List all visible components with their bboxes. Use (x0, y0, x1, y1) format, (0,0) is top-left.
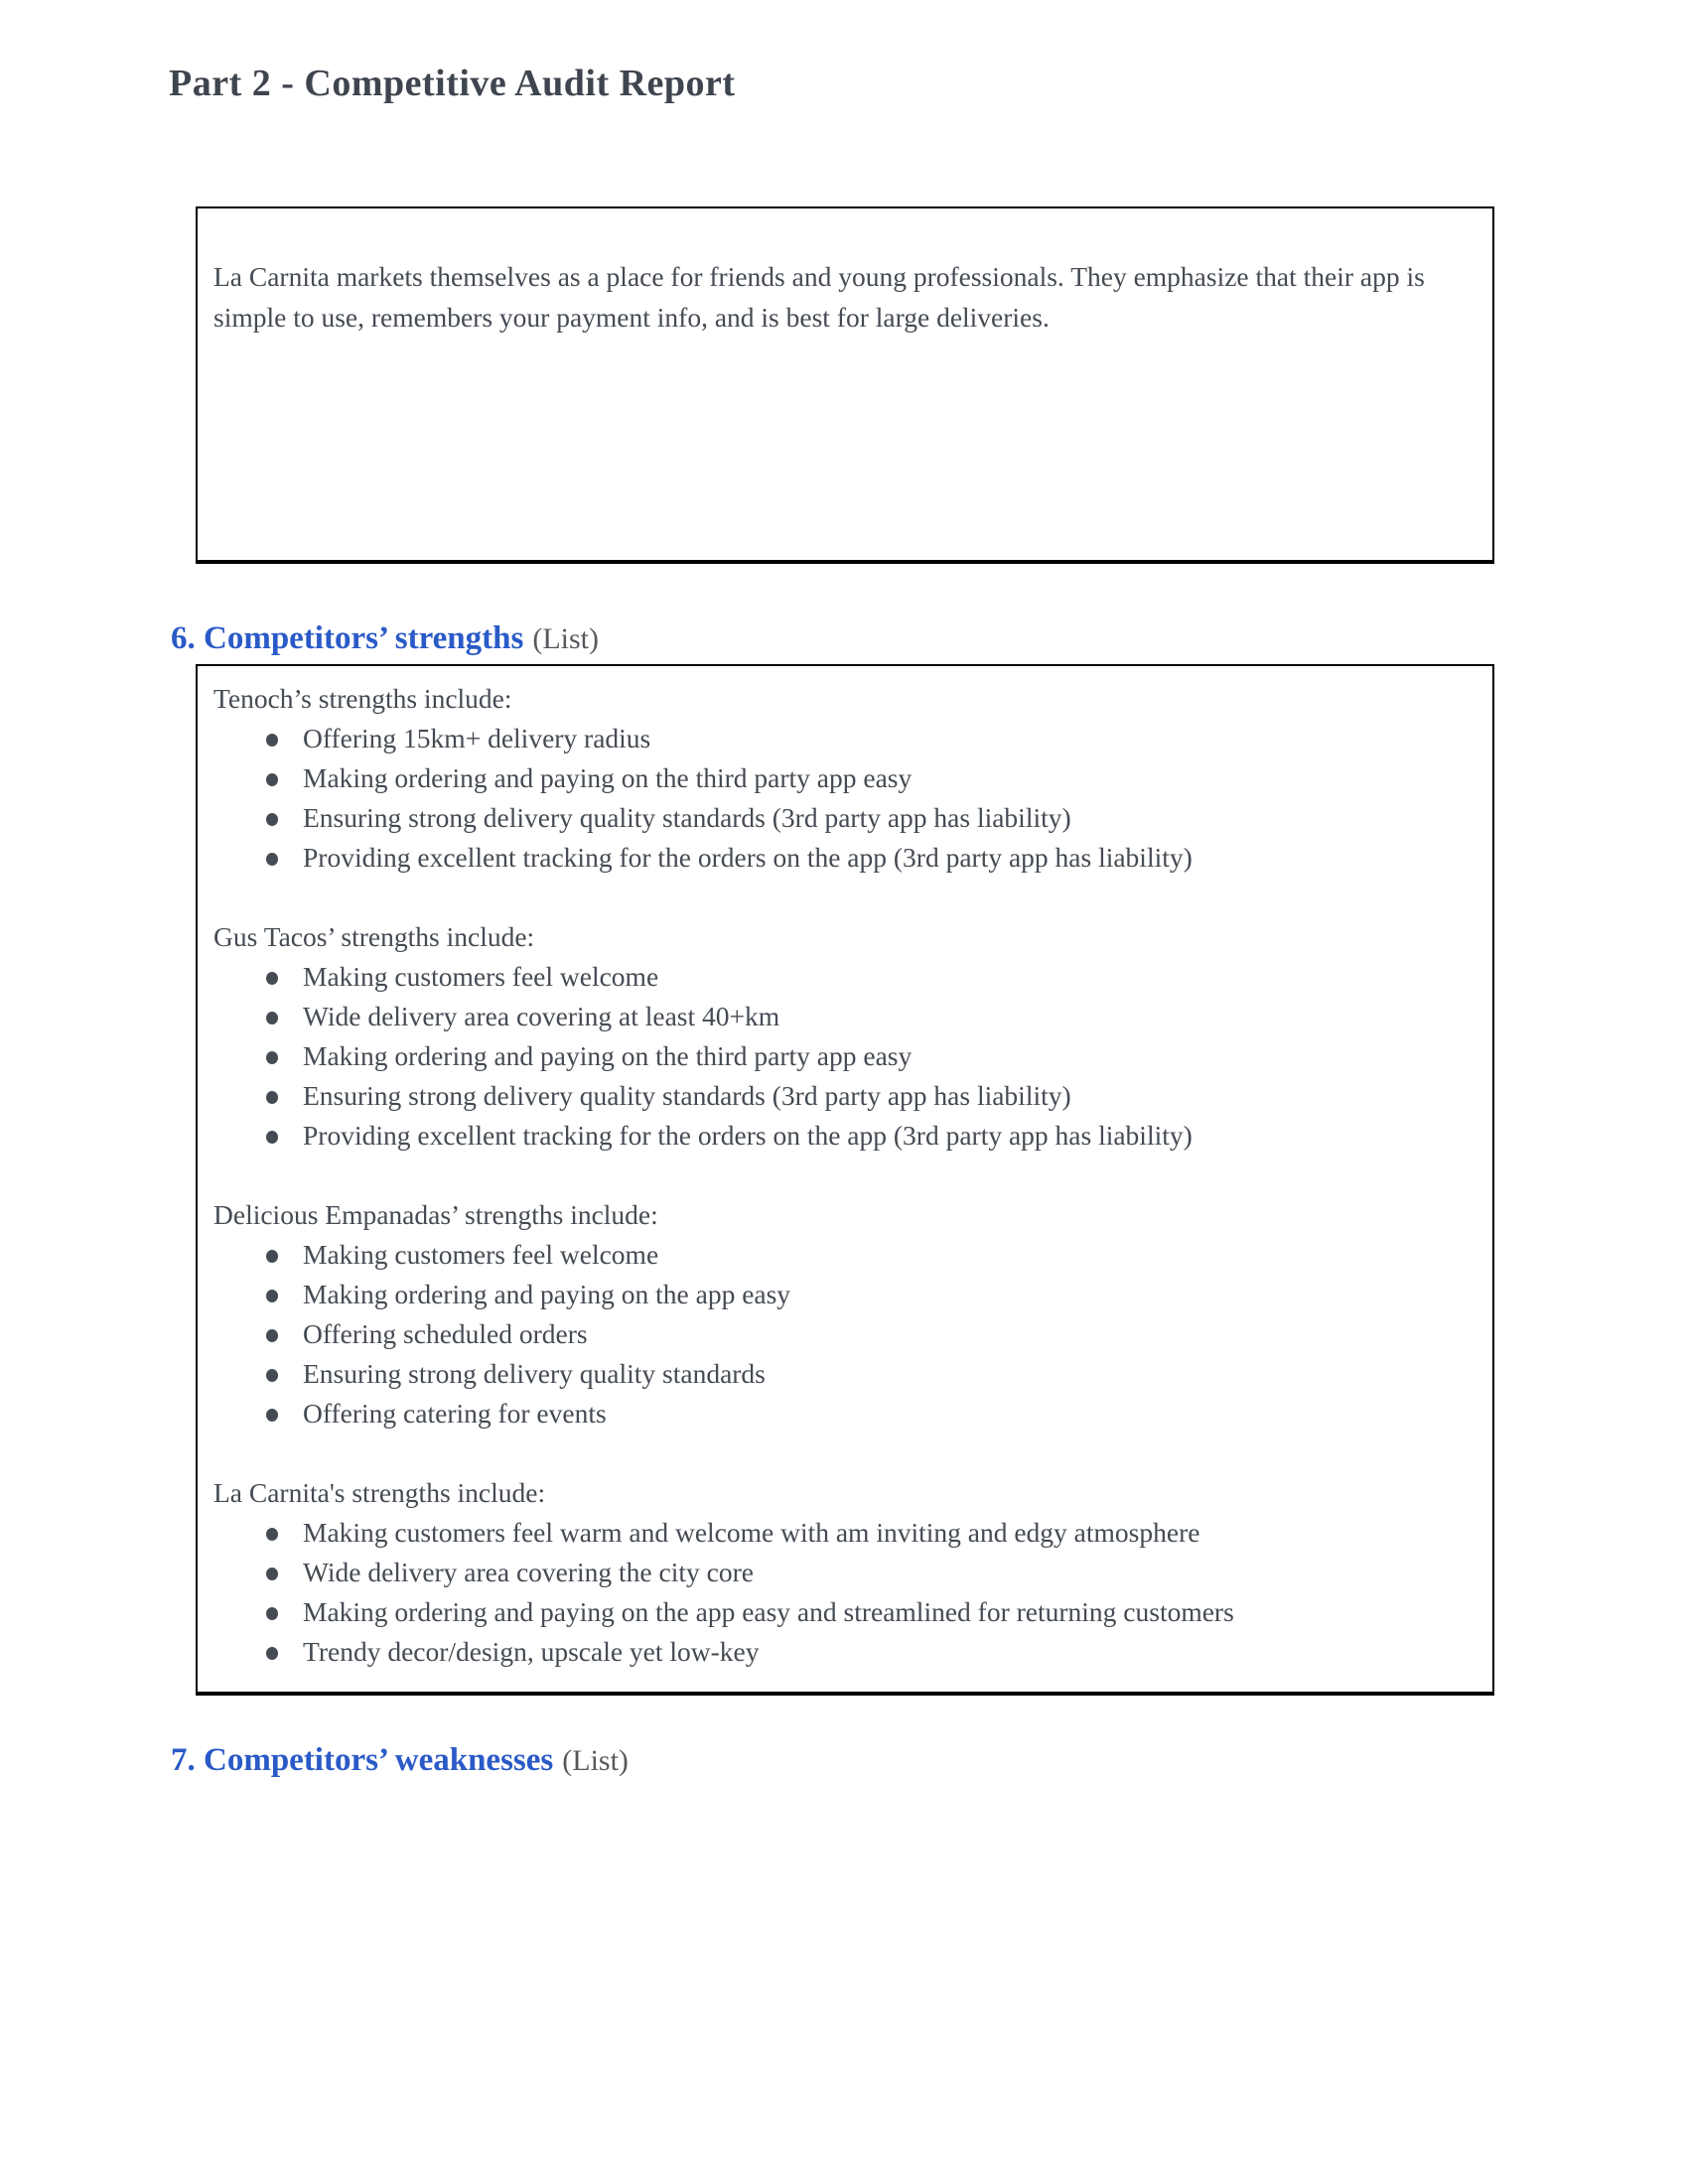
list-item-text: Ensuring strong delivery quality standards (303, 1358, 766, 1389)
list-item-text: Wide delivery area covering the city core (303, 1557, 754, 1587)
strengths-group (213, 679, 1473, 878)
list-item (213, 1354, 1473, 1394)
section-7-suffix: (List) (562, 1744, 629, 1777)
group-heading: Gus Tacos’ strengths include: (213, 921, 535, 952)
list-item (213, 1314, 1473, 1354)
list-item-text: Making customers feel welcome (303, 1239, 659, 1270)
bullet-icon (266, 1012, 278, 1024)
group-heading: La Carnita's strengths include: (213, 1477, 546, 1508)
list-item (213, 997, 1473, 1036)
strengths-box (196, 664, 1494, 1696)
list-item-text: Making ordering and paying on the third party app easy (303, 762, 913, 793)
bullet-icon (266, 1568, 278, 1580)
list-item-text: Ensuring strong delivery quality standards (3rd party app has liability) (303, 1080, 1071, 1111)
bullet-list (213, 957, 1473, 1156)
page-title: Part 2 - Competitive Audit Report (169, 63, 736, 104)
list-item (213, 1553, 1473, 1592)
bullet-icon (266, 1369, 278, 1382)
list-item-text: Offering catering for events (303, 1398, 607, 1429)
list-item (213, 1592, 1473, 1632)
bullet-list (213, 1235, 1473, 1433)
list-item (213, 1513, 1473, 1553)
bullet-list (213, 719, 1473, 878)
list-item (213, 1116, 1473, 1156)
bullet-icon (266, 813, 278, 826)
section-heading-competitors-strengths (171, 619, 599, 659)
list-item (213, 1394, 1473, 1433)
group-heading: Delicious Empanadas’ strengths include: (213, 1199, 658, 1230)
bullet-icon (266, 853, 278, 866)
list-item-text: Making ordering and paying on the app easy and streamlined for returning customers (303, 1596, 1234, 1627)
list-item-text: Offering scheduled orders (303, 1318, 588, 1349)
list-item-text: Offering 15km+ delivery radius (303, 723, 651, 753)
bullet-icon (266, 1051, 278, 1064)
list-item-text: Ensuring strong delivery quality standards (3rd party app has liability) (303, 802, 1071, 833)
list-item (213, 1076, 1473, 1116)
summary-text: La Carnita markets themselves as a place for friends and young professionals. They emphasize that their app is simple to use, remembers your payment info, and is best for large deliveries. (213, 261, 1425, 333)
section-heading-competitors-weaknesses (171, 1741, 629, 1781)
bullet-icon (266, 734, 278, 747)
section-6-suffix: (List) (532, 622, 599, 655)
bullet-icon (266, 1607, 278, 1620)
list-item (213, 758, 1473, 798)
group-heading: Tenoch’s strengths include: (213, 683, 512, 714)
bullet-icon (266, 1528, 278, 1541)
bullet-icon (266, 1131, 278, 1144)
bullet-icon (266, 972, 278, 985)
list-item (213, 798, 1473, 838)
list-item-text: Making ordering and paying on the app easy (303, 1279, 791, 1309)
list-item (213, 957, 1473, 997)
list-item (213, 1632, 1473, 1672)
list-item-text: Making ordering and paying on the third party app easy (303, 1040, 913, 1071)
bullet-icon (266, 1647, 278, 1660)
strengths-group (213, 1473, 1473, 1672)
section-6-title: 6. Competitors’ strengths (171, 620, 524, 656)
list-item-text: Making customers feel welcome (303, 961, 659, 992)
list-item-text: Trendy decor/design, upscale yet low-key (303, 1636, 760, 1667)
bullet-icon (266, 1409, 278, 1422)
list-item (213, 719, 1473, 758)
bullet-icon (266, 1091, 278, 1104)
summary-box (196, 206, 1494, 564)
bullet-list (213, 1513, 1473, 1672)
bullet-icon (266, 1290, 278, 1302)
list-item-text: Wide delivery area covering at least 40+km (303, 1001, 780, 1031)
section-7-title: 7. Competitors’ weaknesses (171, 1742, 554, 1778)
strengths-group (213, 1195, 1473, 1433)
strengths-group (213, 917, 1473, 1156)
list-item (213, 838, 1473, 878)
bullet-icon (266, 1329, 278, 1342)
bullet-icon (266, 1250, 278, 1263)
strengths-box-content (198, 666, 1492, 1672)
list-item-text: Making customers feel warm and welcome with am inviting and edgy atmosphere (303, 1517, 1200, 1548)
list-item (213, 1235, 1473, 1275)
bullet-icon (266, 773, 278, 786)
list-item (213, 1275, 1473, 1314)
list-item (213, 1036, 1473, 1076)
list-item-text: Providing excellent tracking for the orders on the app (3rd party app has liability) (303, 1120, 1193, 1151)
list-item-text: Providing excellent tracking for the orders on the app (3rd party app has liability) (303, 842, 1193, 873)
